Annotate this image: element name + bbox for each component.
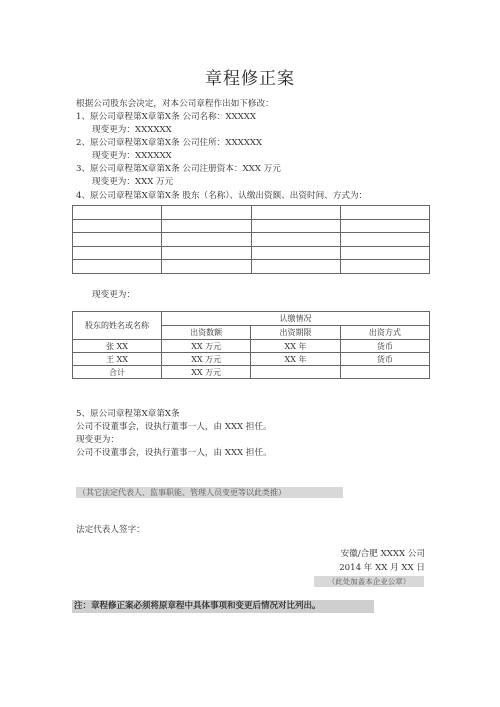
company-name: 安徽/合肥 XXXX 公司 [340, 549, 425, 559]
col-group-header: 认缴情况 [162, 312, 430, 326]
item-2-line-1: 2、原公司章程第Ⅹ章第Ⅹ条 公司住所：XXXXXX [76, 138, 263, 148]
table-cell: 合计 [73, 366, 162, 379]
table-row [73, 340, 430, 353]
table-row [73, 366, 430, 379]
table-header-row [73, 312, 430, 326]
col-shareholder-header: 股东的姓名或名称 [73, 312, 162, 340]
col-term-header: 出资期限 [251, 326, 340, 340]
item-1-line-2: 现变更为：XXXXXX [92, 125, 172, 135]
item-2-line-2: 现变更为：XXXXXX [92, 151, 172, 161]
new-shareholder-table [72, 311, 430, 379]
item-5-line-1: 5、原公司章程第Ⅹ章第Ⅹ条 [76, 409, 180, 419]
item-5-line-4: 公司不设董事会，设执行董事一人，由 XXX 担任。 [76, 448, 272, 458]
table-row [73, 353, 430, 366]
table-cell: XX 年 [251, 353, 340, 366]
item-3-line-1: 3、原公司章程第Ⅹ章第Ⅹ条 公司注册资本：XXX 万元 [76, 164, 281, 174]
item-5-line-2: 公司不设董事会，设执行董事一人，由 XXX 担任。 [76, 422, 272, 432]
item-1-line-1: 1、原公司章程第Ⅹ章第Ⅹ条 公司名称：XXXXX [76, 112, 256, 122]
table-row [73, 219, 430, 233]
note-box: （其它法定代表人、监事职能、管理人员变更等以此类推） [76, 487, 343, 498]
table-row [73, 206, 430, 220]
table-cell: 张 XX [73, 340, 162, 353]
final-note: 注：章程修正案必须将原章程中具体事项和变更后情况对比列出。 [72, 600, 374, 613]
table-row [73, 260, 430, 274]
table-cell: XX 万元 [162, 353, 251, 366]
signature-label: 法定代表人签字： [76, 525, 145, 535]
col-method-header: 出资方式 [340, 326, 429, 340]
item-5-line-3: 现变更为： [76, 435, 119, 445]
table-row [73, 233, 430, 247]
col-amount-header: 出资数额 [162, 326, 251, 340]
table-cell: XX 年 [251, 340, 340, 353]
table-cell [340, 366, 429, 379]
document-date: 2014 年 XX 月 XX 日 [339, 563, 425, 573]
document-title: 章程修正案 [205, 69, 295, 89]
table-cell: 货币 [340, 353, 429, 366]
table-cell: 货币 [340, 340, 429, 353]
item-3-line-2: 现变更为：XXX 万元 [92, 177, 174, 187]
table-cell: XX 万元 [162, 340, 251, 353]
table-cell: XX 万元 [162, 366, 251, 379]
table-cell [251, 366, 340, 379]
item-4-line-1: 4、原公司章程第Ⅹ章第Ⅹ条 股东（名称）、认缴出资额、出资时间、方式为： [76, 191, 368, 201]
seal-note: （此处加盖本企业公章） [314, 576, 424, 587]
original-shareholder-table [72, 205, 430, 274]
table-row [73, 246, 430, 260]
change-label: 现变更为： [92, 290, 135, 300]
table-cell: 王 XX [73, 353, 162, 366]
intro-text: 根据公司股东会决定，对本公司章程作出如下修改： [76, 99, 274, 109]
